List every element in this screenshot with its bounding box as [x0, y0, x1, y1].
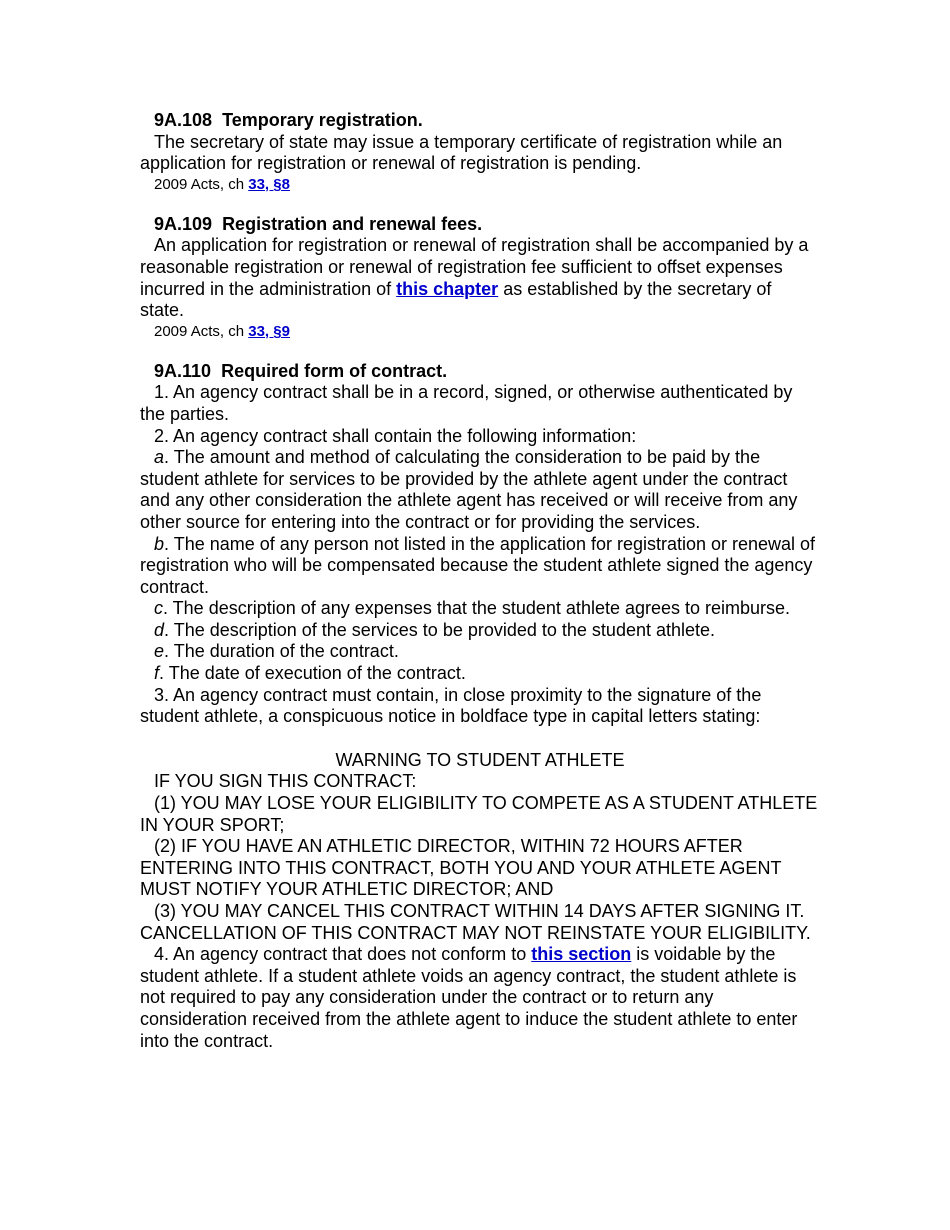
item-letter: a [154, 447, 165, 468]
list-item-b [140, 534, 820, 599]
paragraph-1: 1. An agency contract shall be in a record, signed, or otherwise authenticated by the parties. [140, 382, 793, 424]
section-title: Required form of contract. [221, 360, 448, 381]
citation [140, 322, 820, 341]
citation-link[interactable]: 33, §8 [248, 175, 290, 193]
paragraph-3: 3. An agency contract must contain, in close proximity to the signature of the student athlete, a conspicuous notice in boldface type in capital letters stating: [140, 684, 762, 727]
body-text: is voidable by the student athlete. If a student athlete voids an agency contract, the student athlete is not required to pay any consideration under the contract or to return any consideration received from the athlete agent to induce the student athlete to enter into the contract. [140, 944, 798, 1051]
body-text: as established by the secretary of state. [140, 278, 772, 321]
section-number: 9A.110 [154, 360, 212, 381]
section-title: Temporary registration. [222, 110, 423, 130]
item-text: . The description of any expenses that the student athlete agrees to reimburse. [163, 598, 791, 619]
list-item-a [140, 447, 820, 533]
paragraph-4 [140, 944, 820, 1052]
list-item-e [140, 641, 820, 663]
chapter-link[interactable]: this chapter [396, 278, 499, 299]
section-heading-9a109 [140, 214, 820, 236]
citation-link[interactable]: 33, §9 [248, 322, 290, 340]
item-text: . The amount and method of calculating the consideration to be paid by the student athlete for services to be provided by the athlete agent under the contract and any other consideration the athlete agent has received or will receive from any other source for entering into the contract or for providing the services. [140, 447, 798, 532]
warning-item-2: (2) IF YOU HAVE AN ATHLETIC DIRECTOR, WITHIN 72 HOURS AFTER ENTERING INTO THIS CONTRACT, BOTH YOU AND YOUR ATHLETE AGENT MUST NOTIFY YOUR ATHLETIC DIRECTOR; AND [140, 836, 782, 900]
body-text: 4. An agency contract that does not conform to [154, 944, 527, 965]
warning-title: WARNING TO STUDENT ATHLETE [335, 749, 625, 770]
section-link[interactable]: this section [531, 944, 632, 965]
section-number: 9A.108 [154, 110, 213, 130]
warning-item-3: (3) YOU MAY CANCEL THIS CONTRACT WITHIN 14 DAYS AFTER SIGNING IT. CANCELLATION OF THIS CONTRACT MAY NOT REINSTATE YOUR ELIGIBILITY. [140, 901, 811, 943]
citation [140, 175, 820, 194]
item-text: . The description of the services to be provided to the student athlete. [164, 619, 716, 640]
item-letter: f [154, 663, 160, 684]
item-letter: c [154, 598, 163, 619]
citation-prefix: 2009 Acts, ch [154, 322, 245, 340]
section-body [140, 235, 820, 321]
list-item-c [140, 598, 820, 620]
list-item-f [140, 663, 820, 685]
citation-prefix: 2009 Acts, ch [154, 175, 245, 193]
item-letter: e [154, 641, 165, 662]
item-text: . The duration of the contract. [164, 641, 399, 662]
document-page [140, 110, 820, 1052]
warning-item-1: (1) YOU MAY LOSE YOUR ELIGIBILITY TO COMPETE AS A STUDENT ATHLETE IN YOUR SPORT; [140, 793, 818, 835]
section-body: The secretary of state may issue a temporary certificate of registration while an application for registration or renewal of registration is pending. [140, 131, 783, 174]
body-text: An application for registration or renewal of registration shall be accompanied by a reasonable registration or renewal of registration fee sufficient to offset expenses incurred in the administration of [140, 235, 809, 299]
warning-intro: IF YOU SIGN THIS CONTRACT: [154, 771, 417, 792]
list-item-d [140, 620, 820, 642]
section-title: Registration and renewal fees. [222, 213, 483, 234]
item-letter: b [154, 533, 165, 554]
item-text: . The name of any person not listed in the application for registration or renewal of registration who will be compensated because the student athlete signed the agency contract. [140, 533, 816, 597]
item-letter: d [154, 619, 165, 640]
section-number: 9A.109 [154, 213, 213, 234]
section-heading-9a110 [140, 361, 820, 383]
item-text: . The date of execution of the contract. [159, 663, 466, 684]
section-heading-9a108 [140, 110, 820, 132]
paragraph-2: 2. An agency contract shall contain the following information: [154, 425, 637, 446]
